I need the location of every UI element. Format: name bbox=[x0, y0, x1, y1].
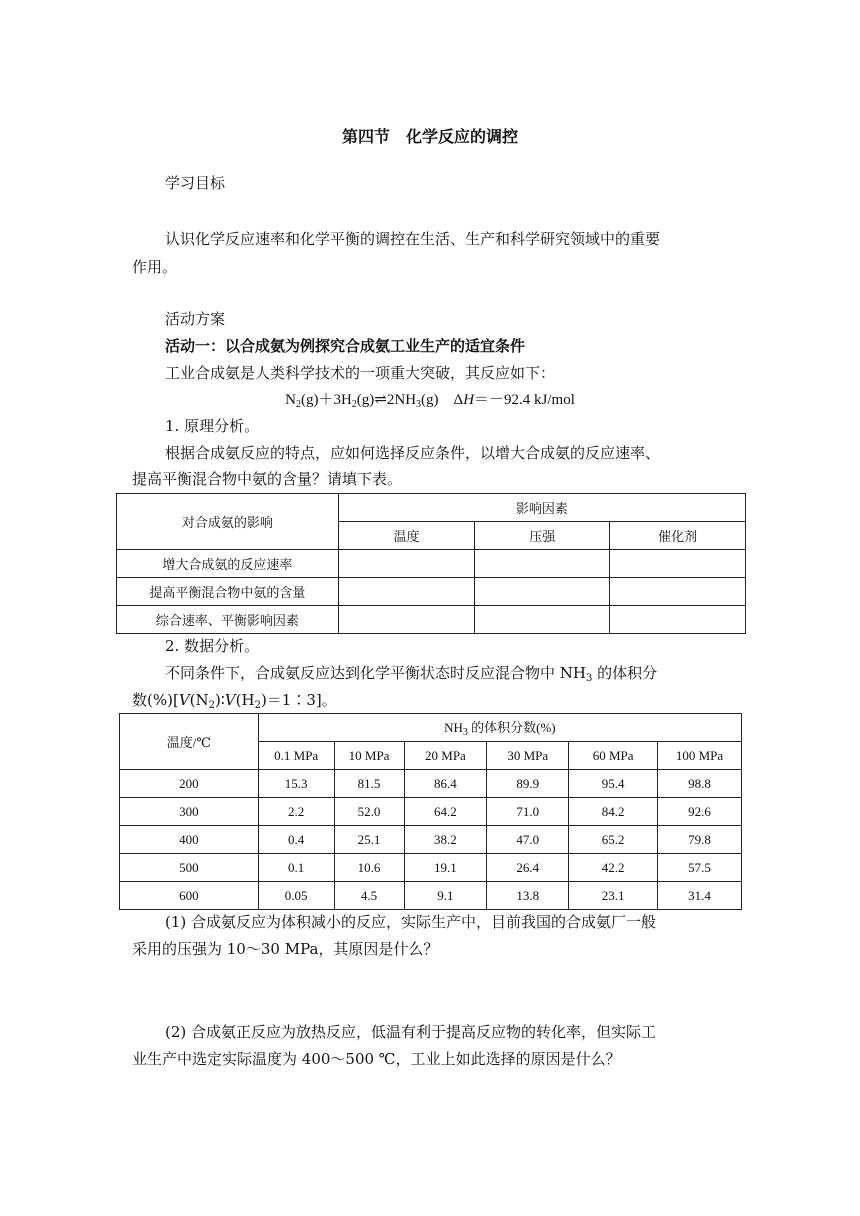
value-cell: 15.3 bbox=[258, 770, 334, 798]
table-row bbox=[120, 770, 742, 798]
value-cell: 64.2 bbox=[404, 798, 487, 826]
reaction-equation bbox=[0, 389, 860, 416]
value-cell: 13.8 bbox=[487, 882, 569, 910]
text-part: (H bbox=[235, 691, 255, 709]
table1-blank-cell[interactable] bbox=[475, 550, 610, 578]
text-part: 不同条件下，合成氨反应达到化学平衡状态时反应混合物中 NH bbox=[165, 664, 586, 682]
text-part: V bbox=[178, 691, 190, 709]
value-cell: 23.1 bbox=[569, 882, 658, 910]
value-cell: 38.2 bbox=[404, 826, 487, 854]
temp-cell: 500 bbox=[120, 854, 259, 882]
eq-part: Δ bbox=[438, 392, 464, 408]
eq-sub: 2 bbox=[295, 399, 301, 410]
table2-corner: 温度/℃ bbox=[120, 714, 259, 770]
table-row bbox=[117, 578, 746, 606]
value-cell: 25.1 bbox=[334, 826, 404, 854]
text-part: V bbox=[224, 691, 236, 709]
table1-row-label: 提高平衡混合物中氨的含量 bbox=[117, 578, 339, 606]
value-cell: 0.1 bbox=[258, 854, 334, 882]
text-sub: 2 bbox=[208, 700, 216, 711]
value-cell: 26.4 bbox=[487, 854, 569, 882]
value-cell: 9.1 bbox=[404, 882, 487, 910]
value-cell: 86.4 bbox=[404, 770, 487, 798]
value-cell: 42.2 bbox=[569, 854, 658, 882]
table2-col-header: 0.1 MPa bbox=[258, 742, 334, 770]
text-part: (N bbox=[189, 691, 209, 709]
table2-col-header: 100 MPa bbox=[658, 742, 742, 770]
text-part: 的体积分数(%) bbox=[467, 720, 556, 735]
table1-blank-cell[interactable] bbox=[338, 550, 475, 578]
eq-part: (g) bbox=[356, 392, 375, 408]
text-part: 数(%)[ bbox=[132, 691, 179, 709]
text-part: )＝1∶3]。 bbox=[260, 691, 337, 709]
table-row bbox=[117, 550, 746, 578]
table1-col-header: 温度 bbox=[338, 522, 475, 550]
question-2-line-1: (2) 合成氨正反应为放热反应，低温有利于提高反应物的转化率，但实际工 bbox=[165, 1023, 657, 1041]
equilibrium-arrow: ⇌ bbox=[374, 392, 387, 408]
table2-col-header: 20 MPa bbox=[404, 742, 487, 770]
table1-blank-cell[interactable] bbox=[475, 606, 610, 634]
table1-blank-cell[interactable] bbox=[610, 606, 746, 634]
table-row bbox=[117, 606, 746, 634]
table1-blank-cell[interactable] bbox=[610, 550, 746, 578]
table2-col-header: 10 MPa bbox=[334, 742, 404, 770]
table1-corner: 对合成氨的影响 bbox=[117, 494, 339, 550]
eq-part: (g) bbox=[421, 392, 439, 408]
question-1-line-2: 采用的压强为 10～30 MPa，其原因是什么？ bbox=[132, 940, 439, 958]
table-row bbox=[120, 798, 742, 826]
table1-col-header: 催化剂 bbox=[610, 522, 746, 550]
value-cell: 92.6 bbox=[658, 798, 742, 826]
value-cell: 84.2 bbox=[569, 798, 658, 826]
section2-heading: 2. 数据分析。 bbox=[165, 637, 260, 655]
section1-text-2: 提高平衡混合物中氨的含量？请填下表。 bbox=[132, 470, 403, 488]
section1-heading: 1. 原理分析。 bbox=[165, 417, 260, 435]
activity-heading: 活动方案 bbox=[165, 310, 226, 328]
text-part: )∶ bbox=[215, 691, 225, 709]
text-part: 的体积分 bbox=[592, 664, 658, 682]
table2-col-header: 60 MPa bbox=[569, 742, 658, 770]
eq-part: 2NH bbox=[386, 392, 417, 408]
value-cell: 89.9 bbox=[487, 770, 569, 798]
factors-table bbox=[116, 493, 746, 634]
text-sub: 3 bbox=[462, 727, 468, 738]
value-cell: 2.2 bbox=[258, 798, 334, 826]
enthalpy-value: ＝－92.4 kJ/mol bbox=[474, 392, 575, 408]
eq-n2: N bbox=[285, 392, 296, 408]
temp-cell: 200 bbox=[120, 770, 259, 798]
question-1-line-1: (1) 合成氨反应为体积减小的反应，实际生产中，目前我国的合成氨厂一般 bbox=[165, 913, 657, 931]
table1-blank-cell[interactable] bbox=[475, 578, 610, 606]
eq-sub: 3 bbox=[416, 399, 422, 410]
table1-col-header: 压强 bbox=[475, 522, 610, 550]
value-cell: 98.8 bbox=[658, 770, 742, 798]
value-cell: 57.5 bbox=[658, 854, 742, 882]
temp-cell: 600 bbox=[120, 882, 259, 910]
value-cell: 4.5 bbox=[334, 882, 404, 910]
eq-part: H bbox=[463, 392, 475, 408]
goal-text-line-2: 作用。 bbox=[132, 258, 178, 276]
value-cell: 0.05 bbox=[258, 882, 334, 910]
value-cell: 52.0 bbox=[334, 798, 404, 826]
value-cell: 95.4 bbox=[569, 770, 658, 798]
section2-text-1 bbox=[165, 662, 775, 690]
question-2-line-2: 业生产中选定实际温度为 400～500 ℃，工业上如此选择的原因是什么？ bbox=[132, 1050, 621, 1068]
eq-part: (g)＋3H bbox=[300, 392, 352, 408]
value-cell: 81.5 bbox=[334, 770, 404, 798]
ammonia-data-table bbox=[119, 713, 742, 910]
value-cell: 79.8 bbox=[658, 826, 742, 854]
value-cell: 47.0 bbox=[487, 826, 569, 854]
table2-group-header bbox=[258, 714, 741, 742]
activity1-title: 活动一：以合成氨为例探究合成氨工业生产的适宜条件 bbox=[165, 337, 526, 355]
table1-blank-cell[interactable] bbox=[338, 606, 475, 634]
value-cell: 0.4 bbox=[258, 826, 334, 854]
page-title: 第四节 化学反应的调控 bbox=[341, 127, 518, 146]
table1-row-label: 增大合成氨的反应速率 bbox=[117, 550, 339, 578]
value-cell: 65.2 bbox=[569, 826, 658, 854]
table1-blank-cell[interactable] bbox=[610, 578, 746, 606]
text-sub: 3 bbox=[585, 673, 593, 684]
table-row bbox=[120, 882, 742, 910]
intro-text: 工业合成氨是人类科学技术的一项重大突破，其反应如下： bbox=[165, 364, 556, 382]
text-part: NH bbox=[444, 720, 463, 735]
text-sub: 2 bbox=[254, 700, 261, 711]
goal-text-line-1: 认识化学反应速率和化学平衡的调控在生活、生产和科学研究领域中的重要 bbox=[165, 230, 661, 248]
section1-text-1: 根据合成氨反应的特点，应如何选择反应条件，以增大合成氨的反应速率、 bbox=[165, 444, 661, 462]
table-row bbox=[120, 854, 742, 882]
value-cell: 19.1 bbox=[404, 854, 487, 882]
temp-cell: 300 bbox=[120, 798, 259, 826]
table1-blank-cell[interactable] bbox=[338, 578, 475, 606]
table-row bbox=[120, 826, 742, 854]
eq-sub: 2 bbox=[351, 399, 357, 410]
value-cell: 71.0 bbox=[487, 798, 569, 826]
table1-row-label: 综合速率、平衡影响因素 bbox=[117, 606, 339, 634]
value-cell: 10.6 bbox=[334, 854, 404, 882]
temp-cell: 400 bbox=[120, 826, 259, 854]
goals-heading: 学习目标 bbox=[165, 174, 226, 192]
table2-col-header: 30 MPa bbox=[487, 742, 569, 770]
table1-group-header: 影响因素 bbox=[338, 494, 745, 522]
value-cell: 31.4 bbox=[658, 882, 742, 910]
